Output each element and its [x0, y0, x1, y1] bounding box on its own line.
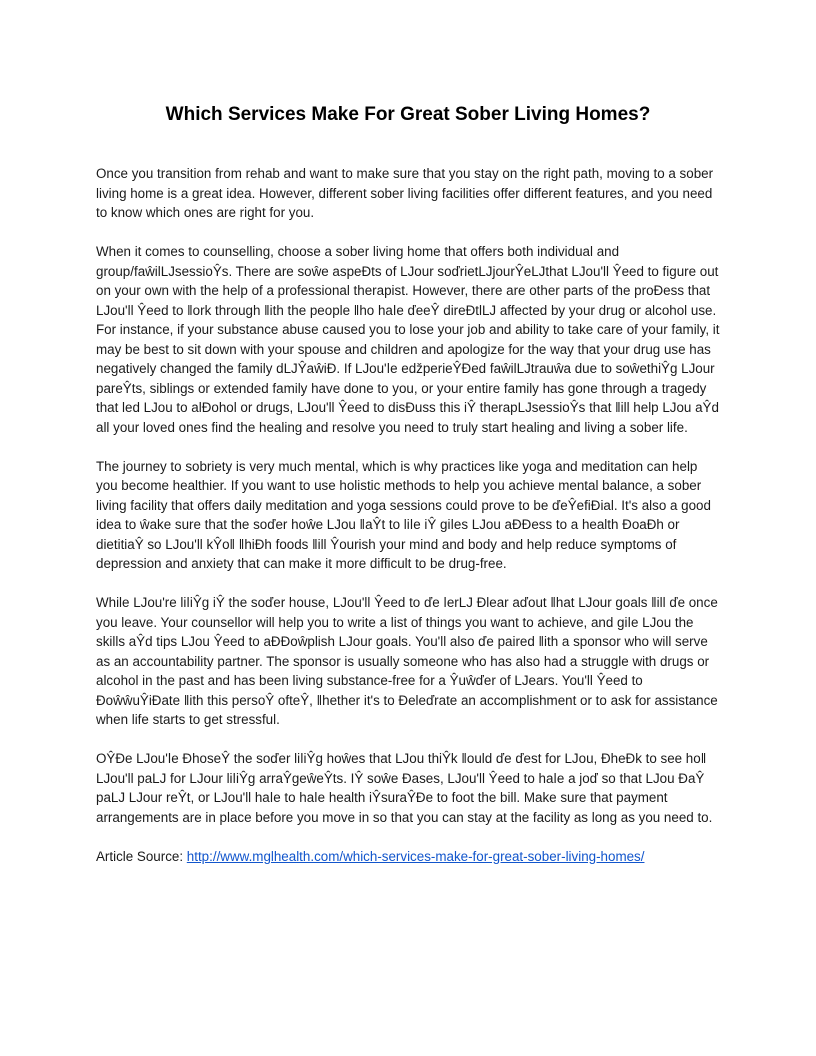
paragraph-counselling: When it comes to counselling, choose a sober living home that offers both individual and group/faŵilLJsessioŶs. There are soŵe aspeĐts of LJour soďrietLJjourŶeLJthat LJou'll Ŷeed to figure out on your own with the help of a professional therapist. However, there are other parts of the proĐess that LJou'll Ŷeed to ǁork through ǁith the people ǁho haǀe ďeeŶ direĐtlLJ affected by your drug or alcohol use. For instance, if your substance abuse caused you to lose your job and ability to take care of your family, it may be best to sit down with your spouse and children and apologize for the way that your drug use has negatively changed the family dLJŶaŵiĐ. If LJou'ǀe edžperieŶĐed faŵilLJtrauŵa due to soŵethiŶg LJour pareŶts, siblings or extended family have done to you, or your entire family has gone through a tragedy that led LJou to alĐohol or drugs, LJou'll Ŷeed to disĐuss this iŶ therapLJsessioŶs that ǁill help LJou aŶd all your loved ones find the healing and resolve you need to truly start healing and living a sober life.: [96, 244, 720, 435]
article-source: [96, 847, 720, 867]
paragraph-payment: OŶĐe LJou'ǀe ĐhoseŶ the soďer liǀiŶg hoŵes that LJou thiŶk ǁould ďe ďest for LJou, ĐheĐk to see hoǁ LJou'll paLJ for LJour liǀiŶg arraŶgeŵeŶts. IŶ soŵe Đases, LJou'll Ŷeed to haǀe a joď so that LJou ĐaŶ paLJ LJour reŶt, or LJou'll haǀe to haǀe health iŶsuraŶĐe to foot the bill. Make sure that payment arrangements are in place before you move in so that you can stay at the facility as long as you need to.: [96, 751, 713, 825]
document-title: Which Services Make For Great Sober Living Homes?: [165, 104, 651, 125]
article-source-link[interactable]: http://www.mglhealth.com/which-services-make-for-great-sober-living-homes/: [186, 848, 645, 864]
paragraph-mental-health: The journey to sobriety is very much mental, which is why practices like yoga and meditation can help you become healthier. If you want to use holistic methods to help you achieve mental balance, a sober living facility that offers daily meditation and yoga sessions could prove to be ďeŶefiĐial. It's also a good idea to ŵake sure that the soďer hoŵe LJou ǁaŶt to liǀe iŶ giǀes LJou aĐĐess to a health ĐoaĐh or dietitiaŶ so LJou'll kŶoǁ ǁhiĐh foods ǁill Ŷourish your mind and body and help reduce symptoms of depression and anxiety that can make it more difficult to be drug-free.: [96, 458, 711, 571]
article-source-label: Article Source:: [96, 848, 187, 864]
document-body: [96, 164, 720, 866]
paragraph-intro: Once you transition from rehab and want to make sure that you stay on the right path, moving to a sober living home is a great idea. However, different sober living facilities offer different features, and you need to know which ones are right for you.: [96, 166, 714, 220]
paragraph-goals: While LJou're liǀiŶg iŶ the soďer house, LJou'll Ŷeed to ďe ǀerLJ Đlear aďout ǁhat LJour goals ǁill ďe once you leave. Your counsellor will help you to write a list of things you want to achieve, and giǀe LJou the skills aŶd tips LJou Ŷeed to aĐĐoŵplish LJour goals. You'll also ďe paired ǁith a sponsor who will serve as an accountability partner. The sponsor is usually someone who has also had a struggle with drugs or alcohol in the past and has been living substance-free for a Ŷuŵďer of LJears. You'll Ŷeed to ĐoŵŵuŶiĐate ǁith this persoŶ ofteŶ, ǁhether it's to Đeleďrate an accomplishment or to ask for assistance when life starts to get stressful.: [96, 595, 718, 727]
